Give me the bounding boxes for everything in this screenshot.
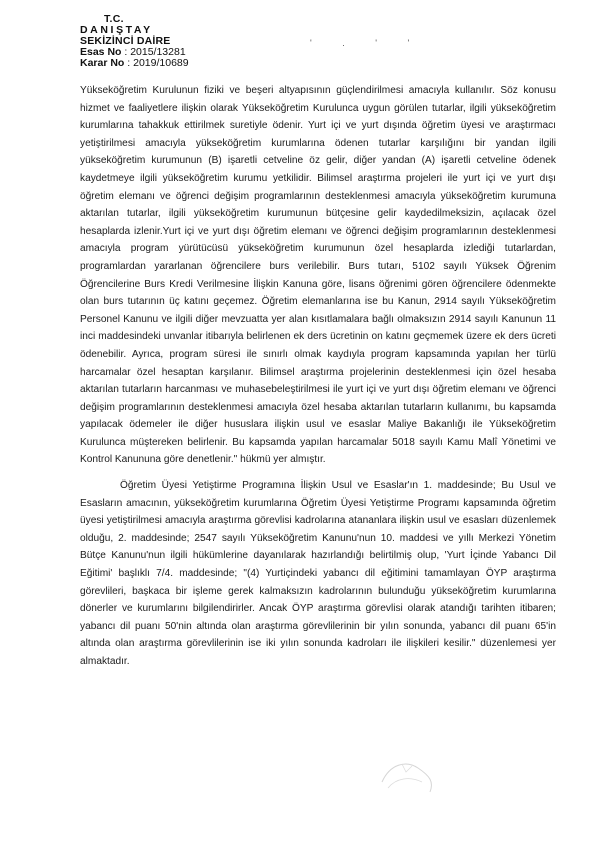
document-body (80, 82, 556, 671)
esas-number: : 2015/13281 (124, 46, 186, 58)
header-court-name: DANIŞTAY (80, 24, 153, 36)
body-paragraph-1: Yükseköğretim Kurulunun fiziki ve beşeri altyapısının güçlendirilmesi amacıyla kullanılır. Söz konusu hizmet ve faaliyetlere ilişkin olarak Yükseköğretim Kurulunca uygun görülen tutarlar, ilgili yükseköğretim kurumlarına tahakkuk ettirilmek suretiyle ödenir. Yurt içi ve yurt dışında öğretim üyesi ve araştırmacı yetiştirilmesi amacıyla yükseköğretim kurumlarına ödenen tutarlar karşılığını bir yandan ilgili yükseköğretim kurumunun (B) işaretli cetveline öz gelir, diğer yandan (A) işaretli cetveline ödenek kaydetmeye ilgili yükseköğretim kurumu yetkilidir. Bilimsel araştırma projeleri ile yurt içi ve yurt dışı öğretim elemanı ve öğrenci değişim programlarının desteklenmesi amacıyla yükseköğretim kurumuna aktarılan tutarlar, ilgili yükseköğretim kurumunun bütçesine gelir kaydedilmeksizin, açılacak özel hesaplarda izlenir.Yurt içi ve yurt dışı öğretim elemanı ve öğrenci değişim programlarının desteklenmesi amacıyla program yürütücüsü yükseköğretim kurumunun özel hesaplarda izlediği tutarlardan, programlardan yararlanan öğrencilere burs verilebilir. Burs tutarı, 5102 sayılı Yüksek Öğrenim Öğrencilerine Burs Kredi Verilmesine İlişkin Kanuna göre, lisans öğrenimi gören öğrencilere ödenmekte olan burs tutarının üç katını geçemez. Öğretim elemanlarına ise bu Kanun, 2914 sayılı Yükseköğretim Personel Kanunu ve ilgili diğer mevzuatta yer alan kısıtlamalara bağlı olmaksızın 2914 sayılı Kanunun 11 inci maddesindeki unvanlar itibarıyla belirlenen ek ders ücretinin on katını geçmemek üzere ek ders ücreti ödenebilir. Ayrıca, program süresi ile sınırlı olmak kaydıyla program kapsamında yapılan her türlü harcamalar özel hesaptan karşılanır. Bilimsel araştırma projelerinin desteklenmesi için özel hesaba aktarılan tutarların harcanması ve muhasebeleştirilmesi ile yurt içi ve yurt dışı öğretim elemanı ve öğrenci değişim programlarının desteklenmesi amacıyla özel hesaba aktarılan tutarların kullanımı, bu kapsamda yapılacak ödemeler ile diğer hususlara ilişkin usul ve esaslar Maliye Bakanlığı ile Yükseköğretim Kurulunca müştereken belirlenir. Bu kapsamda yapılan harcamalar 5018 sayılı Kamu Malî Yönetimi ve Kontrol Kanununa göre denetlenir." hükmü yer almıştır. (80, 85, 556, 466)
karar-number: : 2019/10689 (127, 57, 189, 69)
document-header (80, 14, 189, 69)
body-paragraph-2: Öğretim Üyesi Yetiştirme Programına İlişkin Usul ve Esaslar'ın 1. maddesinde; Bu Usul ve Esasların amacının, yükseköğretim kurumlarına Öğretim Üyesi Yetiştirme Programı kapsamında öğretim üyesi yetiştirilmesi amacıyla araştırma görevlisi kadrolarına atananlara ilişkin usul ve esasları düzenlemek olduğu, 2. maddesinde; 2547 sayılı Yükseköğretim Kanunu'nun 10. maddesi ve yıllı Merkezi Yönetim Bütçe Kanunu'nun ilgili hükümlerine dayanılarak hazırlandığı belirtilmiş olup, 'Yurt İçinde Yabancı Dil Eğitimi' başlıklı 7/4. maddesinde; "(4) Yurtiçindeki yabancı dil eğitimini tamamlayan ÖYP araştırma görevlileri, başkaca bir işleme gerek kalmaksızın kadrolarının bulunduğu yükseköğretim kurumlarına dönerler ve kurumlarını bilgilendirirler. Ancak ÖYP araştırma görevlisi olarak atandığı tarihten itibaren; yabancı dil puanı 50'nin altında olan araştırma görevlilerinin bir yılın sonunda, yabancı dil puanı 65'in altında olan araştırma görevlilerinin ise iki yılın sonunda kadroları ile ilişkileri kesilir." düzenlemesi yer almaktadır. (80, 480, 556, 667)
karar-label: Karar No (80, 57, 125, 69)
header-chamber: SEKİZİNCİ DAİRE (80, 35, 171, 47)
faint-stamp-mark (372, 752, 442, 800)
esas-label: Esas No (80, 46, 122, 58)
header-tc: T.C. (104, 13, 124, 25)
karar-line (80, 58, 189, 69)
scan-marks: ' . ' ' (310, 38, 424, 48)
